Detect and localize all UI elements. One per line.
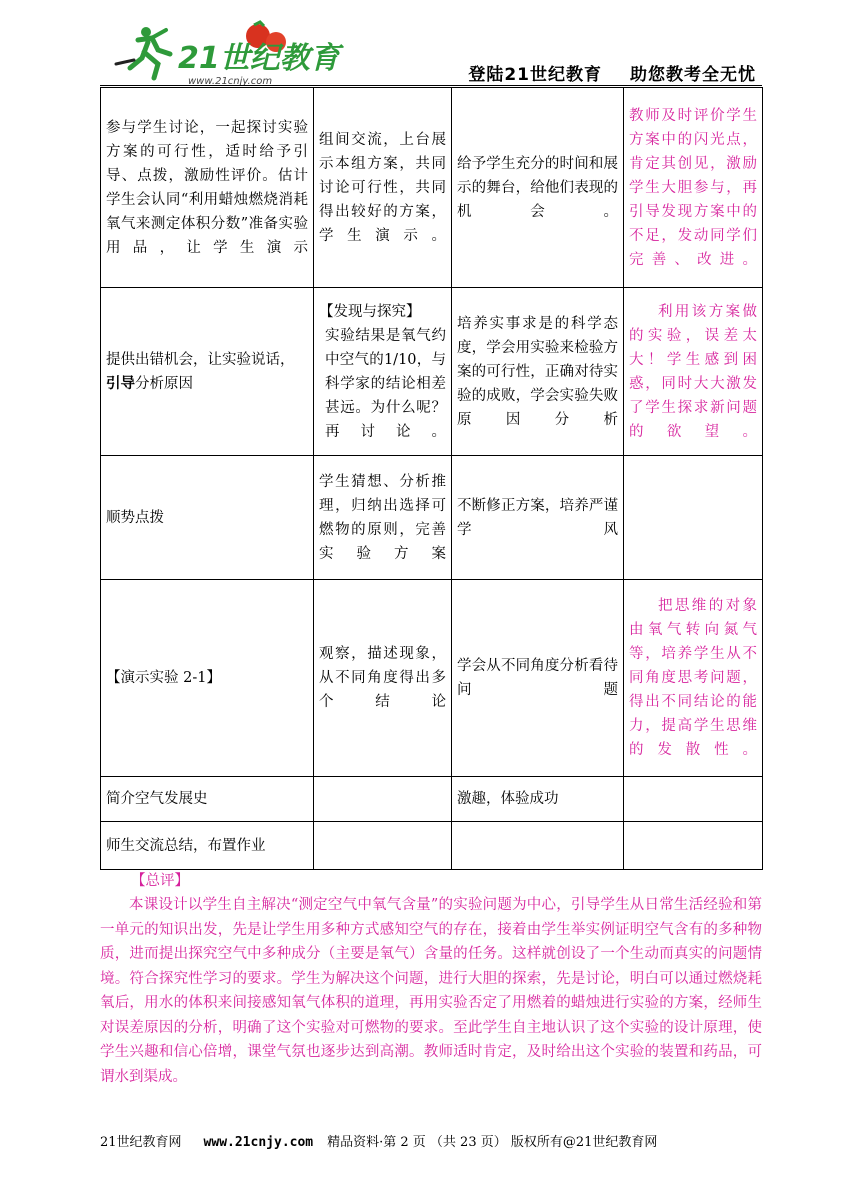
footer-url[interactable]: www.21cnjy.com <box>203 1135 314 1150</box>
comment-cell: 把思维的对象由氧气转向氮气等，培养学生从不同角度思考问题，得出不同结论的能力，提高学生思维的发散性。 <box>624 580 763 777</box>
teacher-cell: 参与学生讨论，一起探讨实验方案的可行性，适时给予引导、点拨，激励性评价。估计学生会认同“利用蜡烛燃烧消耗氧气来测定体积分数”准备实验用品，让学生演示 <box>101 88 314 288</box>
table-row <box>101 456 763 580</box>
table-row <box>101 777 763 822</box>
teacher-cell: 【演示实验 2-1】 <box>101 580 314 777</box>
student-cell: 学生猜想、分析推理，归纳出选择可燃物的原则，完善实验方案 <box>314 456 452 580</box>
page-header <box>100 14 760 86</box>
teacher-cell: 提供出错机会，让实验说话，引导分析原因 <box>101 288 314 456</box>
intent-cell <box>452 822 624 870</box>
table-row <box>101 288 763 456</box>
table-row <box>101 822 763 870</box>
header-slogan <box>468 60 756 85</box>
student-cell: 组间交流，上台展示本组方案，共同讨论可行性，共同得出较好的方案，学生演示。 <box>314 88 452 288</box>
footer-info: 精品资料·第 2 页 （共 23 页） 版权所有@21世纪教育网 <box>327 1135 658 1150</box>
intent-cell: 激趣，体验成功 <box>452 777 624 822</box>
intent-cell: 给予学生充分的时间和展示的舞台，给他们表现的机会。 <box>452 88 624 288</box>
comment-cell: 利用该方案做的实验，误差太大！学生感到困惑，同时大大激发了学生探求新问题的欲望。 <box>624 288 763 456</box>
slogan-left: 登陆21世纪教育 <box>468 65 602 85</box>
intent-cell: 学会从不同角度分析看待问题 <box>452 580 624 777</box>
footer-site: 21世纪教育网 <box>100 1135 182 1150</box>
intent-cell: 培养实事求是的科学态度，学会用实验来检验方案的可行性，正确对待实验的成败，学会实验失败原因分析 <box>452 288 624 456</box>
page-footer <box>100 1131 762 1150</box>
running-figure-icon <box>116 27 170 78</box>
lesson-table <box>100 87 763 870</box>
table-row <box>101 580 763 777</box>
review-heading: 【总评】 <box>131 873 189 889</box>
student-cell <box>314 777 452 822</box>
review-paragraph: 本课设计以学生自主解决“测定空气中氧气含量”的实验问题为中心，引导学生从日常生活经验和第一单元的知识出发，先是让学生用多种方式感知空气的存在，接着由学生举实例证明空气含有的多种物质，进而提出探究空气中多种成分（主要是氧气）含量的任务。这样就创设了一个生动而真实的问题情境。符合探究性学习的要求。学生为解决这个问题，进行大胆的探索，先是讨论，明白可以通过燃烧耗氧后，用水的体积来间接感知氧气体积的道理，再用实验否定了用燃着的蜡烛进行实验的方案，经师生对误差原因的分析，明确了这个实验对可燃物的要求。至此学生自主地认识了这个实验的设计原理，使学生兴趣和信心倍增，课堂气氛也逐步达到高潮。教师适时肯定，及时给出这个实验的装置和药品，可谓水到渠成。 <box>100 897 762 1085</box>
student-cell: 观察，描述现象，从不同角度得出多个结论 <box>314 580 452 777</box>
comment-cell <box>624 456 763 580</box>
intent-cell: 不断修正方案，培养严谨学风 <box>452 456 624 580</box>
svg-text:21世纪教育: 21世纪教育 <box>178 41 340 76</box>
svg-text:www.21cnjy.com: www.21cnjy.com <box>188 76 273 87</box>
comment-cell: 教师及时评价学生方案中的闪光点，肯定其创见，激励学生大胆参与，再引导发现方案中的不足，发动同学们完善、改进。 <box>624 88 763 288</box>
teacher-cell: 顺势点拨 <box>101 456 314 580</box>
teacher-cell: 师生交流总结，布置作业 <box>101 822 314 870</box>
site-logo <box>108 20 340 90</box>
comment-cell <box>624 777 763 822</box>
student-cell <box>314 822 452 870</box>
teacher-cell: 简介空气发展史 <box>101 777 314 822</box>
comment-cell <box>624 822 763 870</box>
table-row <box>101 88 763 288</box>
student-cell: 【发现与探究】 实验结果是氧气约中空气的1/10，与科学家的结论相差甚远。为什么呢？再讨论。 <box>314 288 452 456</box>
slogan-right: 助您教考全无忧 <box>630 65 756 85</box>
header-divider <box>100 85 762 86</box>
